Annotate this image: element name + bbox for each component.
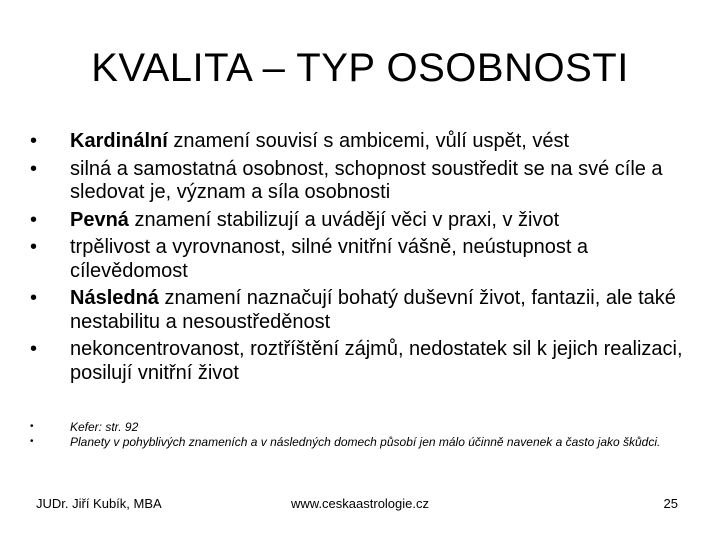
bullet-dot-icon: • [30,236,38,258]
note-dot-icon: • [30,436,34,447]
bullet-text: nekoncentrovanost, roztříštění zájmů, nedostatek sil k jejich realizaci, posilují vnitřní život [70,338,683,384]
notes-list [30,420,680,450]
bullet-bold-term: Následná [70,287,159,309]
slide-title: KVALITA – TYP OSOBNOSTI [91,46,629,90]
bullet-text: znamení souvisí s ambicemi, vůlí uspět, vést [167,130,570,152]
note-text: Kefer: str. 92 [70,420,139,434]
bullet-item [30,236,700,283]
bullet-text: trpělivost a vyrovnanost, silné vnitřní vášně, neústupnost a cílevědomost [70,236,589,282]
bullet-dot-icon: • [30,157,38,180]
note-item [30,435,680,449]
footer-page-number: 25 [663,496,678,511]
bullet-item [30,130,700,154]
bullet-list [30,130,700,389]
bullet-bold-term: Pevná [70,208,129,231]
footer-author: JUDr. Jiří Kubík, MBA [36,496,162,511]
bullet-dot-icon: • [30,208,38,231]
bullet-dot-icon: • [30,287,38,309]
bullet-item [30,338,700,385]
bullet-bold-term: Kardinální [70,130,168,152]
bullet-item [30,209,700,233]
bullet-item [30,158,700,205]
bullet-text: znamení stabilizují a uvádějí věci v praxi, v život [128,208,560,231]
bullet-text: znamení naznačují bohatý duševní život, fantazii, ale také nestabilitu a nesoustředěnost [70,287,676,333]
bullet-text: silná a samostatná osobnost, schopnost soustředit se na své cíle a sledovat je, význam a síla osobnosti [70,157,663,203]
note-text: Planety v pohyblivých znameních a v následných domech působí jen málo účinně navenek a často jako škůdci. [70,435,661,449]
bullet-item [30,287,700,334]
bullet-dot-icon: • [30,338,38,360]
note-item [30,420,680,434]
bullet-dot-icon: • [30,130,38,152]
note-dot-icon: • [30,421,34,432]
footer-website: www.ceskaastrologie.cz [291,496,429,511]
